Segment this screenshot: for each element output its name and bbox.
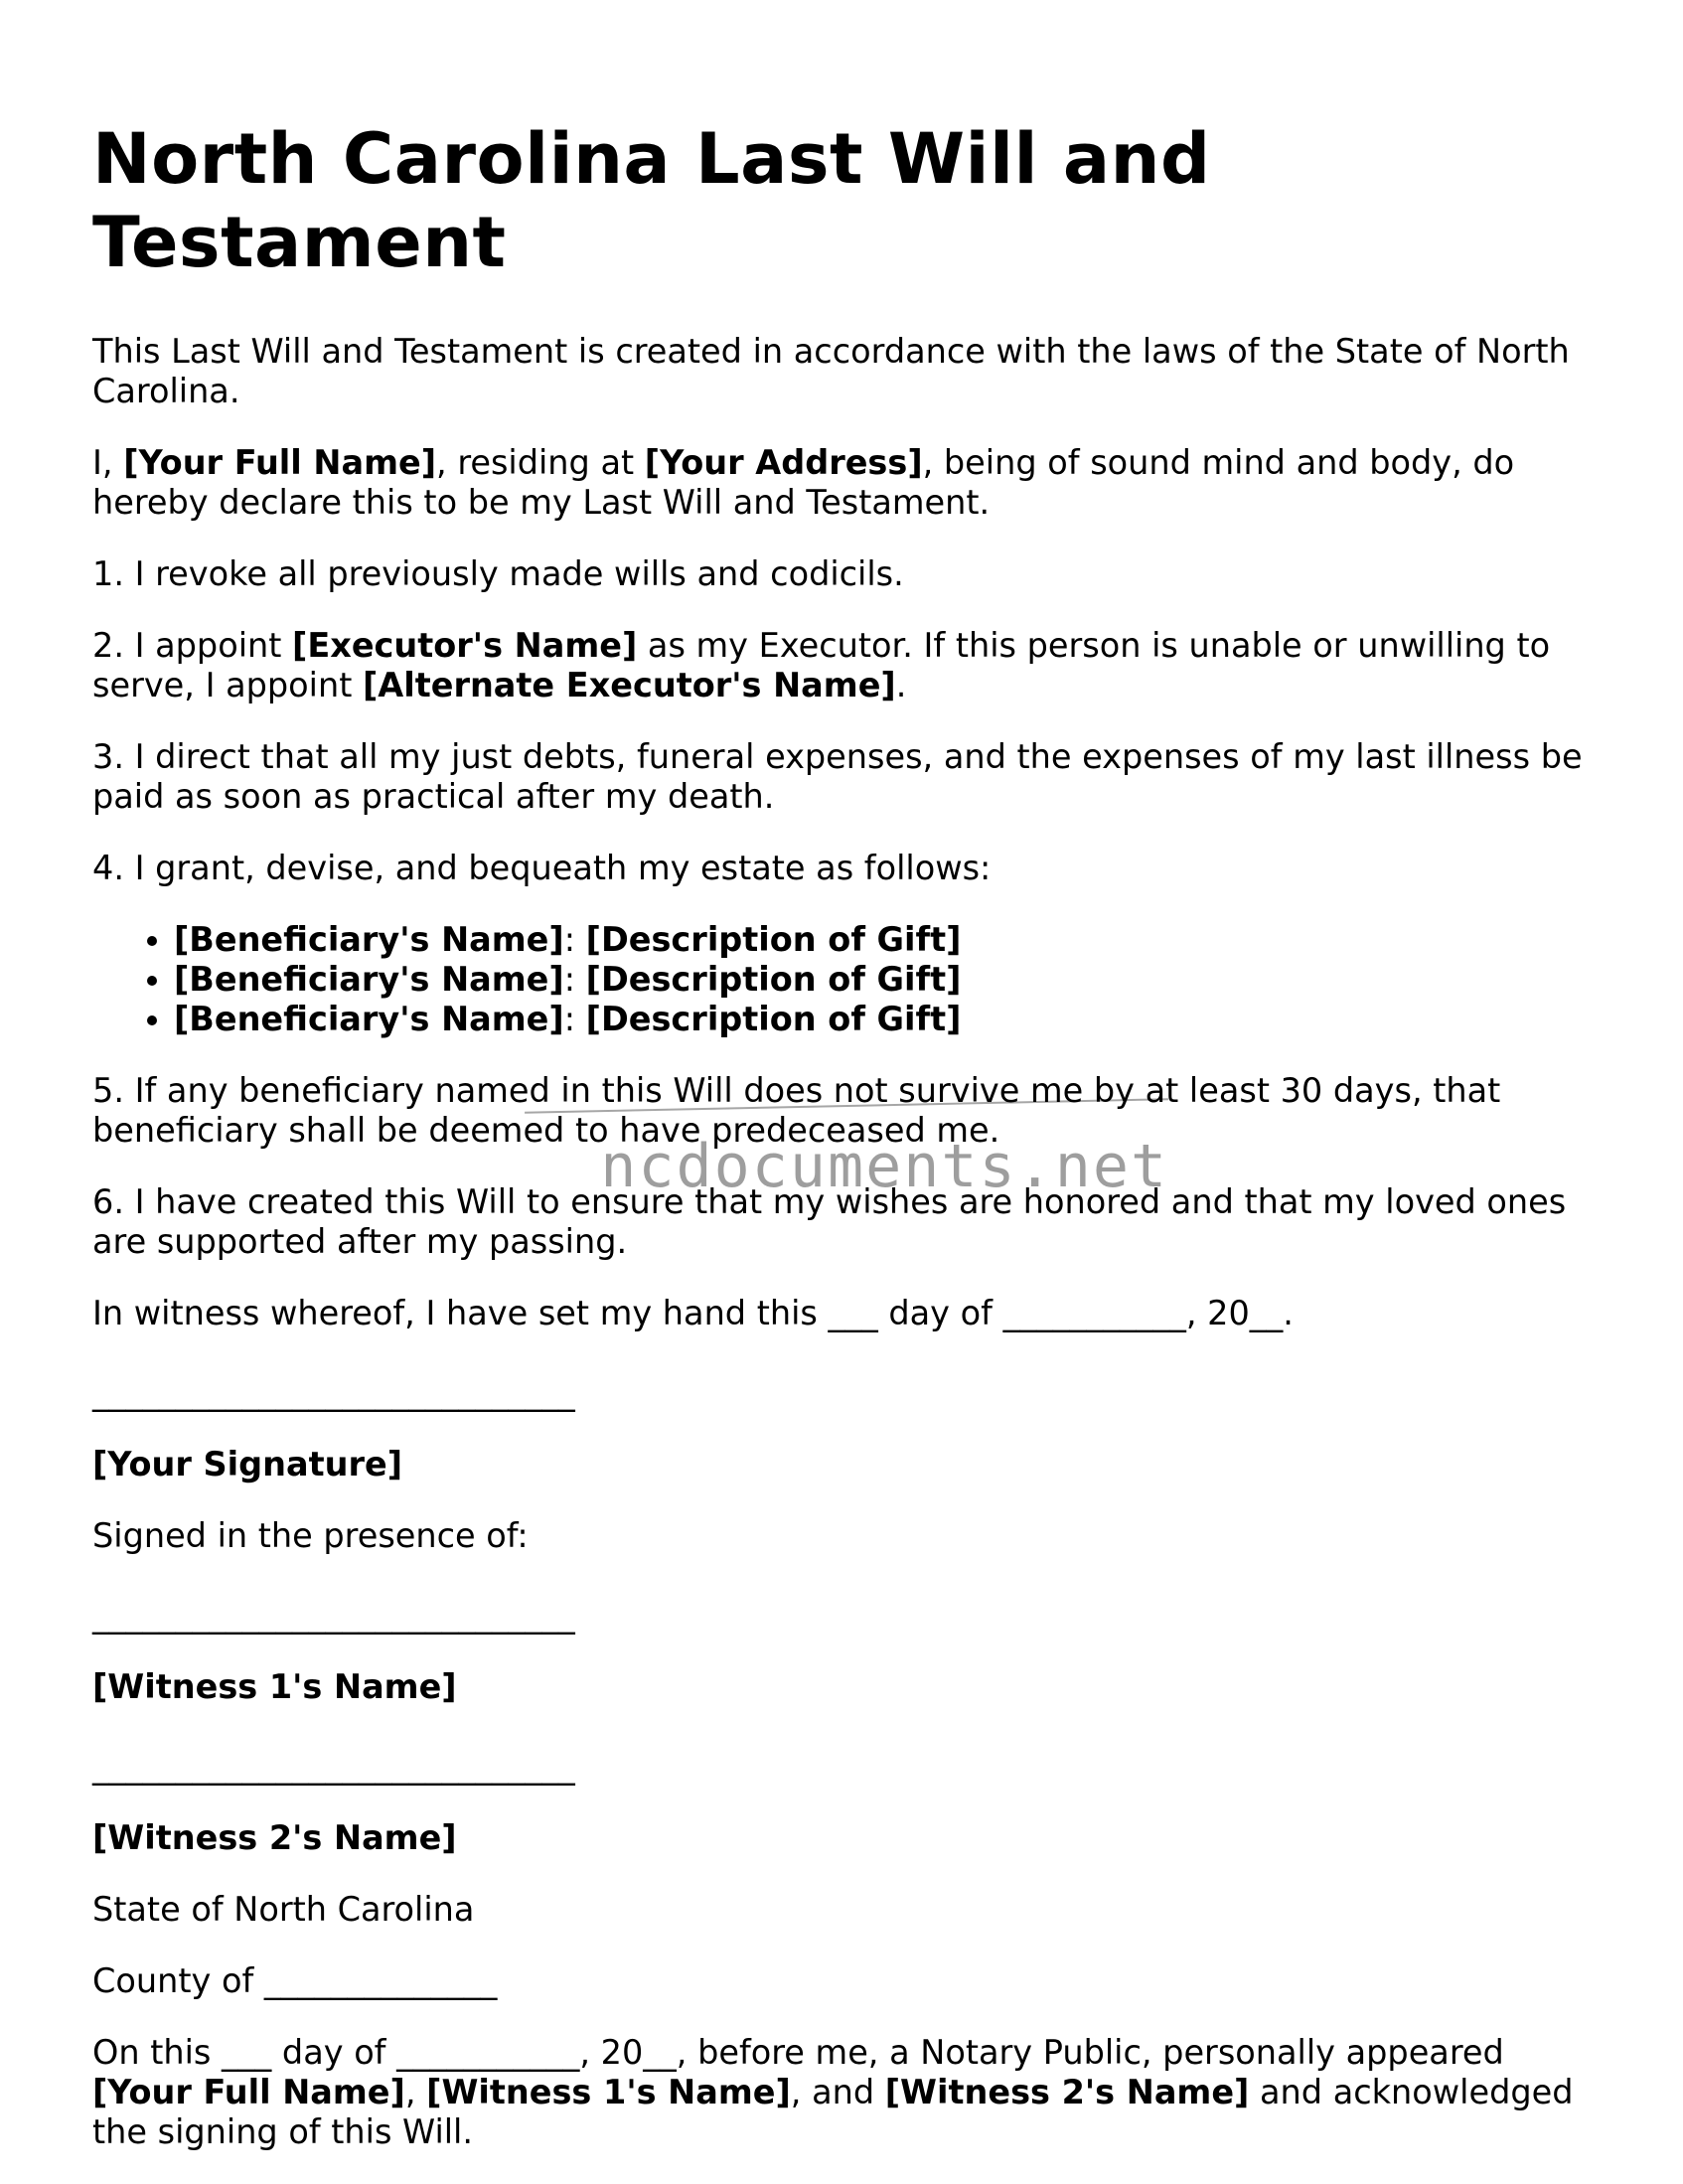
clause-4: 4. I grant, devise, and bequeath my estate as follows: <box>92 849 992 887</box>
gift-placeholder: [Description of Gift] <box>585 1000 962 1038</box>
witness-2-placeholder: [Witness 2's Name] <box>92 1818 457 1857</box>
presence-text: Signed in the presence of: <box>92 1516 529 1555</box>
clause-3: 3. I direct that all my just debts, funeral expenses, and the expenses of my last illness be paid as soon as practical after my death. <box>92 737 1583 816</box>
gift-separator: : <box>563 920 586 959</box>
list-item <box>174 960 1603 1000</box>
gift-placeholder: [Description of Gift] <box>585 960 962 999</box>
witness-1-line: _____________________________ <box>92 1596 575 1635</box>
watermark-text: ncdocuments.net <box>600 1132 1169 1201</box>
notary-prefix: On this ___ day of ___________, 20__, before me, a Notary Public, personally appeared <box>92 2033 1504 2072</box>
notary-paragraph <box>92 2033 1603 2152</box>
list-item <box>174 920 1603 960</box>
county-text: County of ______________ <box>92 1961 498 2000</box>
gift-list <box>92 920 1603 1039</box>
clause-2 <box>92 626 1603 705</box>
signature-line: _____________________________ <box>92 1373 575 1412</box>
clause-2-mid: as my Executor. If this person is unable or unwilling to serve, I appoint <box>92 626 1551 704</box>
witness-2-line: _____________________________ <box>92 1747 575 1786</box>
clause-2-suffix: . <box>895 666 907 704</box>
beneficiary-placeholder: [Beneficiary's Name] <box>174 920 564 959</box>
notary-name-3: [Witness 2's Name] <box>884 2073 1250 2111</box>
will-document <box>92 117 1603 2184</box>
notary-sep-2: , and <box>790 2073 885 2111</box>
gift-placeholder: [Description of Gift] <box>585 920 962 959</box>
notary-name-1: [Your Full Name] <box>92 2073 405 2111</box>
declaration-prefix: I, <box>92 443 124 482</box>
signature-label <box>92 1445 1603 1484</box>
executor-placeholder: [Executor's Name] <box>292 626 638 665</box>
state-text: State of North Carolina <box>92 1890 475 1929</box>
intro-paragraph: This Last Will and Testament is created in accordance with the laws of the State of North Carolina. <box>92 332 1570 410</box>
signature-placeholder: [Your Signature] <box>92 1445 403 1483</box>
witness-1-label <box>92 1667 1603 1707</box>
clause-1: 1. I revoke all previously made wills and codicils. <box>92 554 904 593</box>
declaration-mid: , residing at <box>436 443 645 482</box>
declaration-paragraph <box>92 443 1603 523</box>
witness-1-placeholder: [Witness 1's Name] <box>92 1667 457 1706</box>
clause-2-prefix: 2. I appoint <box>92 626 293 665</box>
page-title: North Carolina Last Will and Testament <box>92 118 1211 283</box>
list-item <box>174 1000 1603 1039</box>
address-placeholder: [Your Address] <box>644 443 923 482</box>
clause-5: 5. If any beneficiary named in this Will does not survive me by at least 30 days, that beneficiary shall be deemed to have predeceased me. <box>92 1071 1501 1150</box>
gift-separator: : <box>563 1000 586 1038</box>
beneficiary-placeholder: [Beneficiary's Name] <box>174 1000 564 1038</box>
beneficiary-placeholder: [Beneficiary's Name] <box>174 960 564 999</box>
notary-suffix: and acknowledged the signing of this Will. <box>92 2073 1574 2151</box>
clause-6: 6. I have created this Will to ensure that my wishes are honored and that my loved ones are supported after my passing. <box>92 1182 1567 1261</box>
gift-separator: : <box>563 960 586 999</box>
witness-2-label <box>92 1818 1603 1858</box>
notary-sep-1: , <box>404 2073 427 2111</box>
witness-clause: In witness whereof, I have set my hand this ___ day of ___________, 20__. <box>92 1294 1294 1332</box>
declaration-suffix: , being of sound mind and body, do hereby declare this to be my Last Will and Testament. <box>92 443 1515 522</box>
notary-name-2: [Witness 1's Name] <box>426 2073 791 2111</box>
testator-name-placeholder: [Your Full Name] <box>123 443 437 482</box>
alternate-executor-placeholder: [Alternate Executor's Name] <box>362 666 896 704</box>
